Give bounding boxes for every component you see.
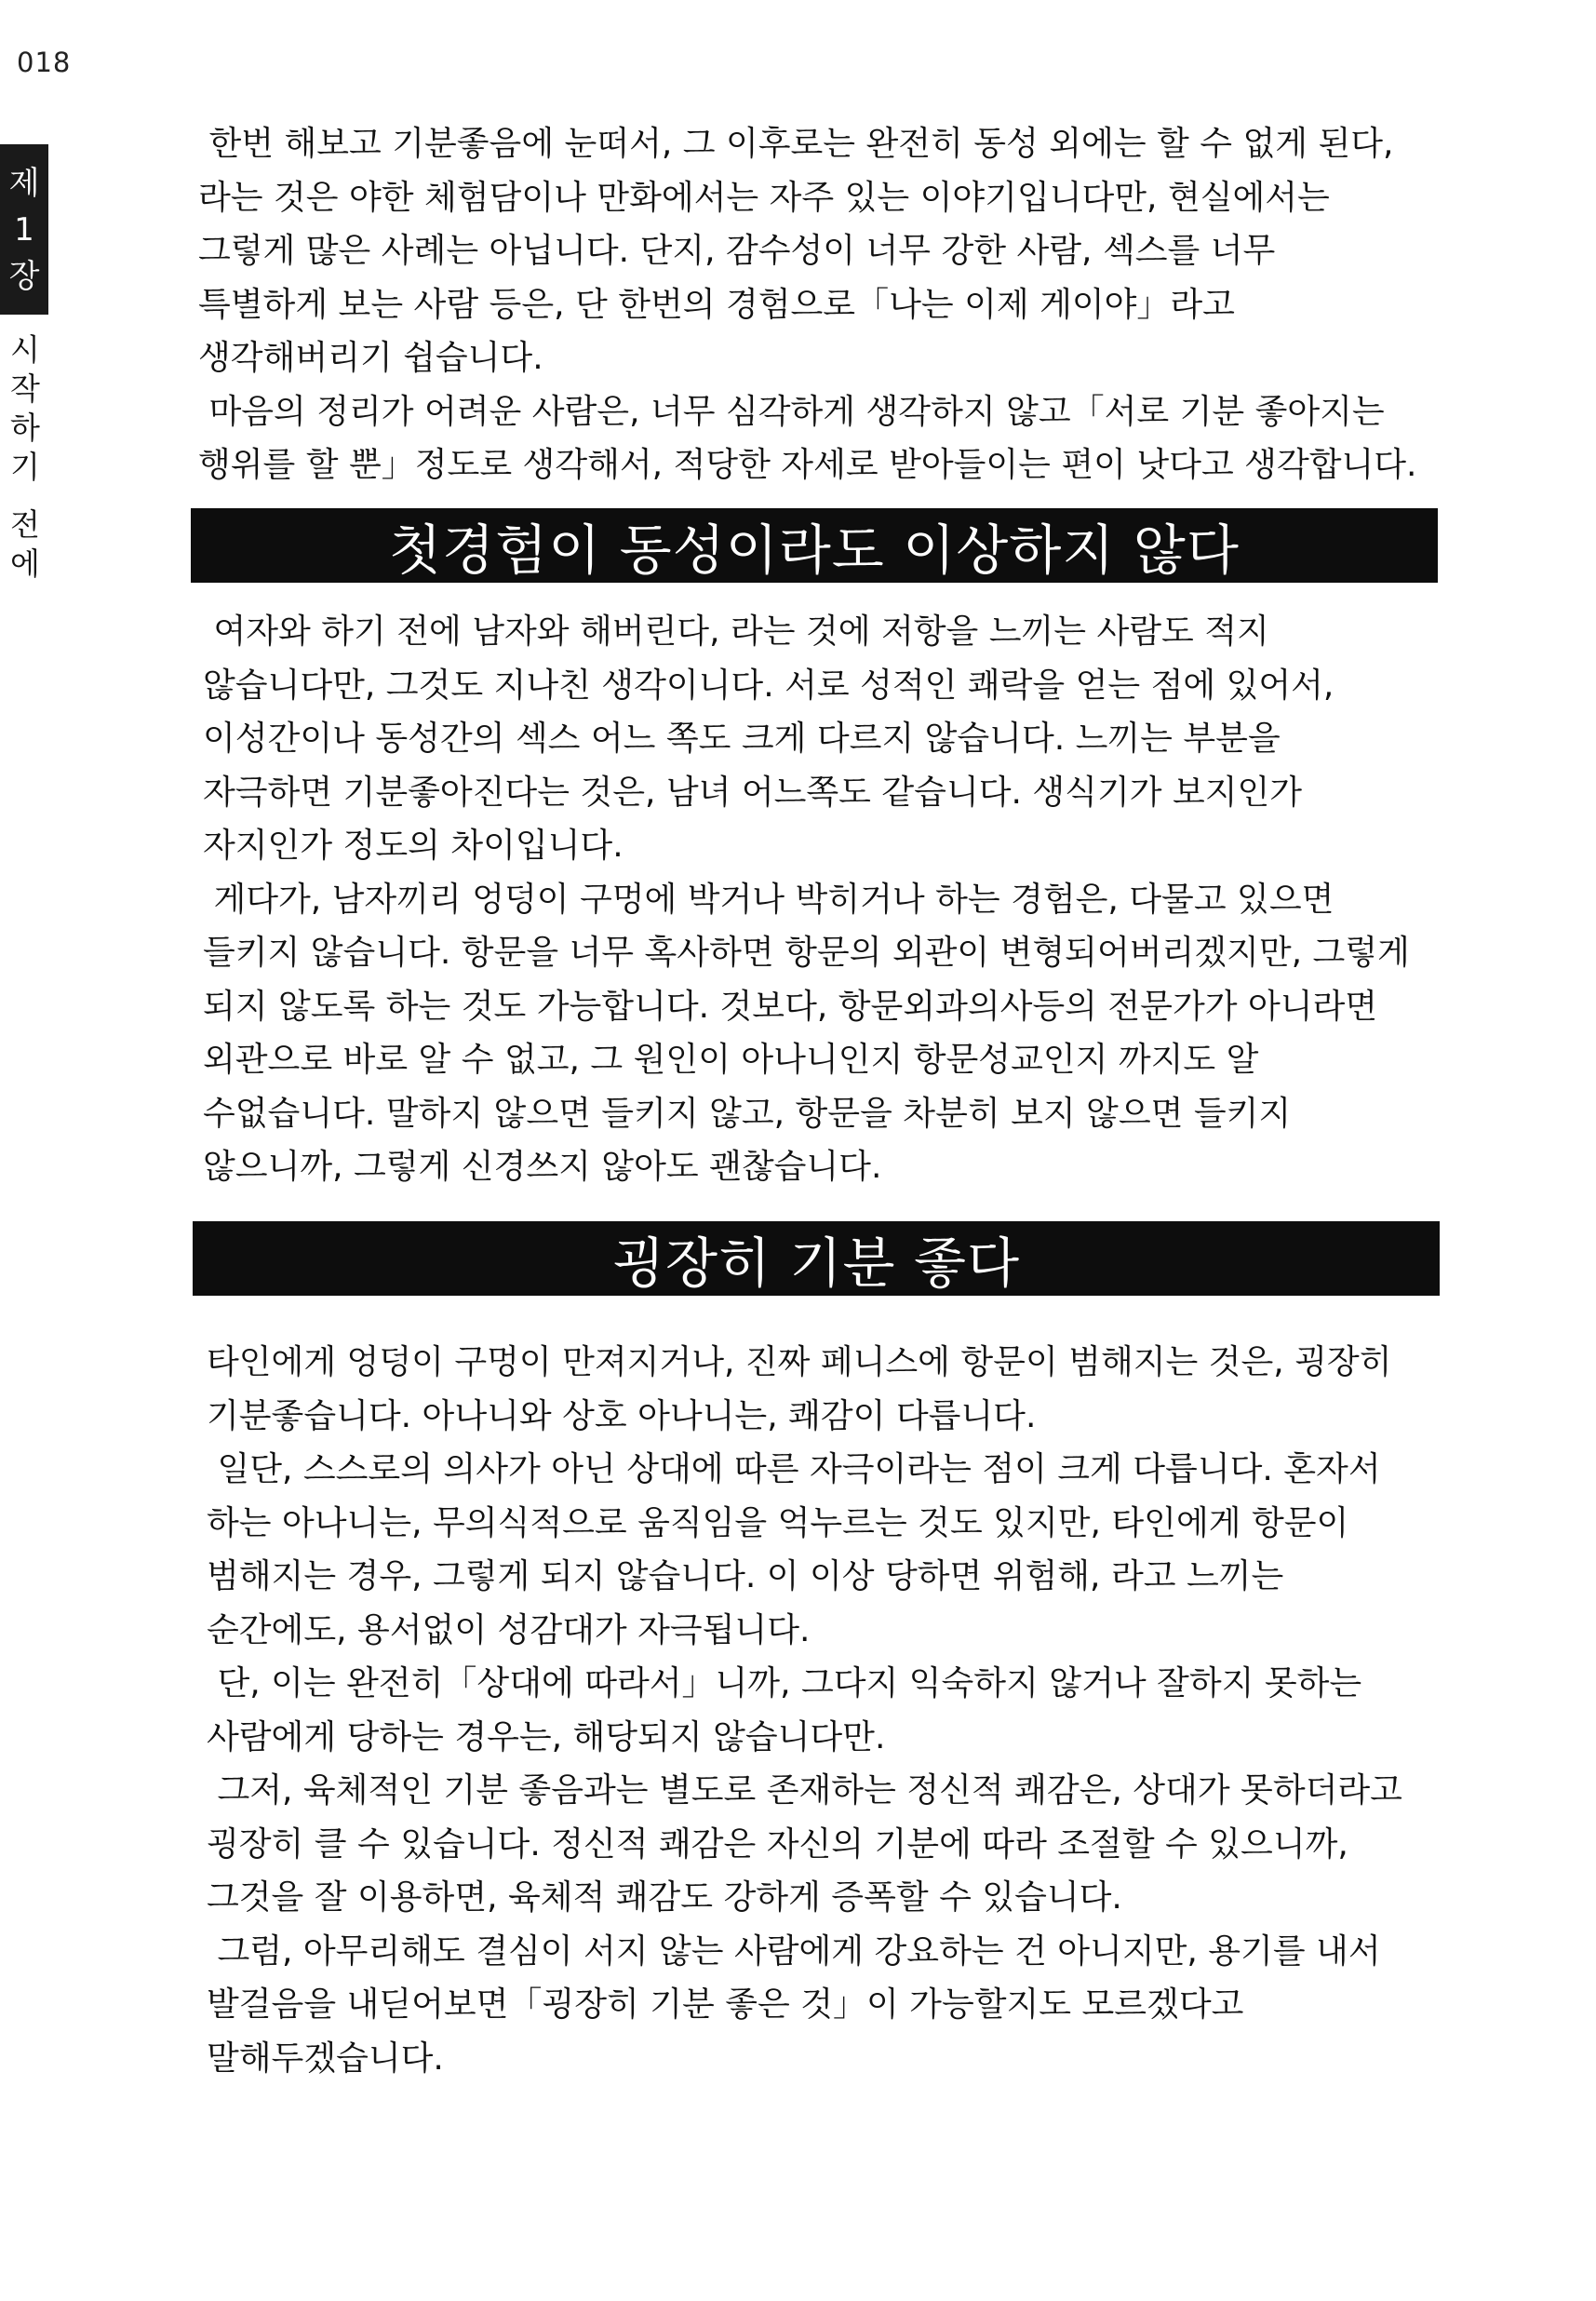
- paragraph-line: 그럼, 아무리해도 결심이 서지 않는 사람에게 강요하는 건 아니지만, 용기를 내서: [207, 1931, 1381, 1971]
- chapter-subtitle-char: 기: [10, 449, 40, 485]
- paragraph-line: 하는 아나니는, 무의식적으로 움직임을 억누르는 것도 있지만, 타인에게 항문이: [207, 1503, 1349, 1542]
- paragraph-line: 자극하면 기분좋아진다는 것은, 남녀 어느쪽도 같습니다. 생식기가 보지인가: [203, 773, 1303, 812]
- paragraph-line: 마음의 정리가 어려운 사람은, 너무 심각하게 생각하지 않고「서로 기분 좋아지는: [198, 392, 1385, 431]
- paragraph-line: 생각해버리기 쉽습니다.: [198, 339, 543, 377]
- paragraph-line: 기분좋습니다. 아나니와 상호 아나니는, 쾌감이 다릅니다.: [207, 1396, 1037, 1435]
- first-experience-section: [203, 605, 1487, 1194]
- paragraph-line: 타인에게 엉덩이 구멍이 만져지거나, 진짜 페니스에 항문이 범해지는 것은, 굉장히: [207, 1343, 1392, 1381]
- chapter-subtitle-char: 하: [10, 410, 40, 446]
- chapter-tab-char: 제: [8, 164, 40, 202]
- chapter-subtitle-char: 작: [10, 370, 40, 407]
- chapter-tab-char: 1: [14, 210, 34, 249]
- paragraph-line: 않으니까, 그렇게 신경쓰지 않아도 괜찮습니다.: [203, 1148, 882, 1186]
- paragraph-line: 외관으로 바로 알 수 없고, 그 원인이 아나니인지 항문성교인지 까지도 알: [203, 1041, 1259, 1079]
- paragraph-line: 들키지 않습니다. 항문을 너무 혹사하면 항문의 외관이 변형되어버리겠지만, 그렇게: [203, 934, 1410, 972]
- section-heading-first-experience: 첫경험이 동성이라도 이상하지 않다: [191, 508, 1438, 583]
- paragraph-line: 말해두겠습니다.: [207, 2039, 444, 2078]
- chapter-subtitle-char: 시: [10, 331, 40, 368]
- page-number: 018: [17, 47, 72, 78]
- paragraph-line: 특별하게 보는 사람 등은, 단 한번의 경험으로「나는 이제 게이야」라고: [198, 285, 1235, 324]
- feels-good-section: [207, 1336, 1491, 2085]
- paragraph-line: 게다가, 남자끼리 엉덩이 구멍에 박거나 박히거나 하는 경험은, 다물고 있으면: [203, 880, 1334, 919]
- paragraph-line: 사람에게 당하는 경우는, 해당되지 않습니다만.: [207, 1717, 886, 1756]
- paragraph-line: 범해지는 경우, 그렇게 되지 않습니다. 이 이상 당하면 위험해, 라고 느끼는: [207, 1557, 1284, 1595]
- paragraph-line: 되지 않도록 하는 것도 가능합니다. 것보다, 항문외과의사등의 전문가가 아니라면: [203, 987, 1378, 1026]
- paragraph-line: 그저, 육체적인 기분 좋음과는 별도로 존재하는 정신적 쾌감은, 상대가 못하더라고: [207, 1771, 1402, 1810]
- chapter-subtitle: [2, 330, 48, 584]
- paragraph-line: 일단, 스스로의 의사가 아닌 상대에 따른 자극이라는 점이 크게 다릅니다. 혼자서: [207, 1450, 1381, 1488]
- paragraph-line: 굉장히 클 수 있습니다. 정신적 쾌감은 자신의 기분에 따라 조절할 수 있으니까,: [207, 1824, 1348, 1864]
- paragraph-line: 순간에도, 용서없이 성감대가 자극됩니다.: [207, 1610, 811, 1649]
- paragraph-line: 여자와 하기 전에 남자와 해버린다, 라는 것에 저항을 느끼는 사람도 적지: [203, 612, 1269, 651]
- intro-section: [198, 117, 1482, 492]
- section-heading-feels-good: 굉장히 기분 좋다: [193, 1221, 1440, 1296]
- paragraph-line: 그렇게 많은 사례는 아닙니다. 단지, 감수성이 너무 강한 사람, 섹스를 너무: [198, 232, 1276, 270]
- paragraph-line: 그것을 잘 이용하면, 육체적 쾌감도 강하게 증폭할 수 있습니다.: [207, 1878, 1122, 1917]
- paragraph-line: 단, 이는 완전히「상대에 따라서」니까, 그다지 익숙하지 않거나 잘하지 못하는: [207, 1664, 1362, 1702]
- paragraph-line: 한번 해보고 기분좋음에 눈떠서, 그 이후로는 완전히 동성 외에는 할 수 없게 된다,: [198, 125, 1394, 163]
- chapter-tab: [0, 144, 48, 315]
- paragraph-line: 행위를 할 뿐」정도로 생각해서, 적당한 자세로 받아들이는 편이 낫다고 생각합니다.: [198, 446, 1417, 484]
- paragraph-line: 라는 것은 야한 체험담이나 만화에서는 자주 있는 이야기입니다만, 현실에서는: [198, 178, 1330, 217]
- paragraph-line: 수없습니다. 말하지 않으면 들키지 않고, 항문을 차분히 보지 않으면 들키지: [203, 1094, 1292, 1133]
- paragraph-line: 자지인가 정도의 차이입니다.: [203, 827, 624, 865]
- paragraph-line: 않습니다만, 그것도 지나친 생각이니다. 서로 성적인 쾌락을 얻는 점에 있어서,: [203, 666, 1334, 705]
- paragraph-line: 발걸음을 내딛어보면「굉장히 기분 좋은 것」이 가능할지도 모르겠다고: [207, 1985, 1244, 2024]
- chapter-tab-char: 장: [8, 257, 40, 295]
- paragraph-line: 이성간이나 동성간의 섹스 어느 쪽도 크게 다르지 않습니다. 느끼는 부분을: [203, 720, 1281, 758]
- chapter-subtitle-char: 에: [10, 545, 40, 582]
- chapter-subtitle-char: 전: [10, 506, 40, 543]
